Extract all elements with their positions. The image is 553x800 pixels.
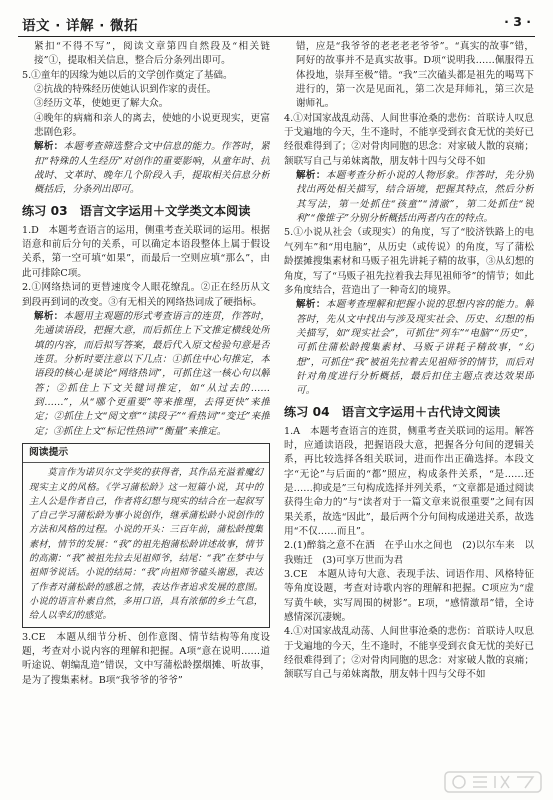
answer-1: 1.D 本题考查语言的运用，侧重考查关联词的运用。根据语意和前后分句的关系，可以确定本语段整体上属于假设关系，第一空可填“如果”，而最后一空则应填“那么”，由此可排除C项。	[22, 224, 270, 279]
header-title: 语文 · 详解 · 微拓	[22, 18, 139, 34]
paragraph: 紧扣“不得不写”，阅读文章第四自然段及“相关链接”①，提取相关信息，整合后分条列出即可。	[34, 41, 270, 67]
section-heading-04: 练习 04 语言文字运用＋古代诗文阅读	[284, 404, 501, 419]
paragraph: 错，应是“我爷爷的老老老老爷爷”。“真实的故事”错，阿好的故事并不是真实故事。D项“说明我……佩服得五体投地，崇拜至极”错。“我”三次磕头都是祖先的喝骂下进行的，第一次是见面礼，第二次是拜师礼，第三次是谢师礼。	[296, 41, 534, 110]
analysis-text: 本题考查理解和把握小说的思想内容的能力。解答时，先从文中找出与涉及现实社会、历史、幻想的相关描写，如“现实社会”，可抓住“列车”“电脑”“历史”，可抓住蒲松龄搜集素材、马贩子讲耗子精故事，“幻想”，可抓住“我”被祖先拉着去见祖师爷的情节，而后对针对角度进行分析概括，最后扣住主题点表达效果即可。	[296, 299, 534, 397]
left-column	[22, 40, 270, 798]
right-column	[284, 40, 534, 798]
analysis-text: 本题考查分析小说的人物形象。作答时，先分别找出两处相关描写，结合语境，把握其特点，然后分析其写法，第一处抓住“孩童”“清澈”，第二处抓住“锐利”“像锥子”分别分析概括出两者内在的特点。	[296, 170, 534, 225]
reading-tip-box	[22, 443, 270, 628]
watermark-logo	[443, 768, 543, 796]
analysis-label: 解析：	[296, 170, 326, 182]
answer-3: 3.CE 本题从诗句大意、表现手法、词语作用、风格特征等角度设题，考查对诗歌内容的理解和把握。C项应为“虚写黄牛峡，实写周围的树影”。E项，“感情激昂”错，全诗感情深沉凄婉。	[284, 569, 534, 624]
answer-5-item: ④晚年的病痛和亲人的离去，使她的小说更现实，更富悲剧色彩。	[34, 112, 270, 139]
answer-4: 4.①对国家战乱动荡、人间世事沧桑的悲伤：首联诗人叹息于戈遍地的今天，生不逢时，不能享受到衣食无忧的美好已经很难得到了；②对骨肉同胞的思念：对家破人散的哀痛；颔联写自己与弟妹离散，朋友韩十四与父母不如	[284, 112, 534, 167]
answer-2: 2.①网络热词的更替速度令人眼花缭乱。②正在经历从文到段再到词的改变。③有无相关的网络热词成了硬指标。	[22, 282, 270, 308]
answer-5: 5.①童年的因缘为她以后的文学创作奠定了基础。	[22, 69, 233, 81]
reading-tip-text: 莫言作为诺贝尔文学奖的获得者，其作品充溢着魔幻现实主义的风格。《学习蒲松龄》这一短篇小说，其中的主人公是作者自己，作者将幻想与现实的结合在一起叙写了自己学习蒲松龄为事小说创作，继承蒲松龄小说创作的方法和风格的过程。小说的开头：三百年前，蒲松龄搜集素材，情节的发展：“我”的祖先抱蒲松龄讲述故事，情节的高潮：“我”被祖先拉去见祖师爷，结尾：“我”在梦中与祖师爷说话。小说的结局：“我”向祖师爷磕头谢恩，表达了作者对蒲松龄的感恩之情，表达作者追求发展的意图。小说的语言朴素自然，多用口语，具有浓郁的乡土气息，给人以幸幻的感觉。	[29, 467, 263, 622]
reading-tip-title: 阅读提示	[23, 446, 269, 463]
answer-5-item: ②抗战的特殊经历使她认识到作家的责任。	[34, 84, 217, 96]
answer-5-item: ③经历文革，使她更了解大众。	[34, 98, 169, 110]
analysis-label: 解析：	[34, 310, 64, 322]
answer-3: 3.CE 本题从细节分析、创作意图、情节结构等角度设题，考查对小说内容的理解和把握。A项“意在说明……道听途说、朝编乱造”错误，文中写蒲松龄摆烟摊、听故事，是为了搜集素材。B项“我爷爷的爷爷”	[22, 631, 270, 686]
analysis-text: 本题用主观题的形式考查语言的连贯，作答时，先通读语段，把握大意，而后抓住上下文推定横线处所填的内容，而后拟写答案，最后代入原文检验句意是否连贯。分析时要注意以下几点：①抓住中心句推定，本语段的核心是谈论“网络热词”，可抓住这一核心句以解答；②抓住上下文关键词推定，如“从过去的……到……”，从“哪个更重要”等来推理，去得更快”来推定；②抓住上文“阅文章”“读段子”“看热词”“变迁”来推定；③抓住上文“标记性热词”“衡量”来推定。	[34, 310, 270, 437]
page-number: · 3 ·	[504, 14, 531, 29]
analysis-5	[284, 298, 534, 398]
answer-5: 5.①小说从社会（或现实）的角度，写了“胶济铁路上的电气列车”和“用电脑”，从历史（或传说）的角度，写了蒲松龄摆摊搜集素材和马贩子祖先讲耗子精的故事，③从幻想的角度，写了“马贩子祖先拉着我去拜见祖师爷”的情节；如此多角度结合，营造出了一种奇幻的境界。	[284, 227, 534, 296]
answer-2: 2.(1)醉翁之意不在酒 在乎山水之间也 (2)以尔车来 以我贿迁 (3)可享万世而为君	[284, 540, 534, 566]
page-header	[18, 8, 535, 36]
analysis-label: 解析：	[296, 299, 326, 311]
answer-1: 1.A 本题考查语言的连贯，侧重考查关联词的运用。解答时，应通读语段，把握语段大意，把握各分句间的逻辑关系，再比较选择各组关联词，进而作出正确选择。本段文字“无论”与后面的“都”照应，构成条件关系，“是……还是……抑或是”三句构成选择并列关系，“文章都是通过阅读获得生命力的”与“读者对于一篇文章来说很重要”之间有因果关系，故选“因此”，最后两个分句间构成递进关系，故选用“不仅……而且”。	[284, 425, 534, 537]
answer-4: 4.①对国家战乱动荡、人间世事沧桑的悲伤：首联诗人叹息于戈遍地的今天，生不逢时，不能享受到衣食无忧的美好已经很难得到了；②对骨肉同胞的思念：对家破人散的哀痛；颔联写自己与弟妹离散，朋友韩十四与父母不如	[284, 626, 534, 681]
section-heading-03: 练习 03 语言文字运用＋文学类文本阅读	[22, 203, 251, 218]
analysis-2	[22, 310, 270, 439]
analysis-5	[22, 140, 270, 197]
analysis-label: 解析：	[34, 141, 64, 153]
header-rule	[18, 36, 535, 37]
analysis-4	[284, 169, 534, 226]
analysis-text: 本题考查筛选整合文中信息的能力。作答时，紧扣“特殊的人生经历”对创作的重要影响，从童年时、抗战时、文革时、晚年几个阶段入手，提取相关信息分析概括后，分条列出即可。	[34, 141, 270, 196]
